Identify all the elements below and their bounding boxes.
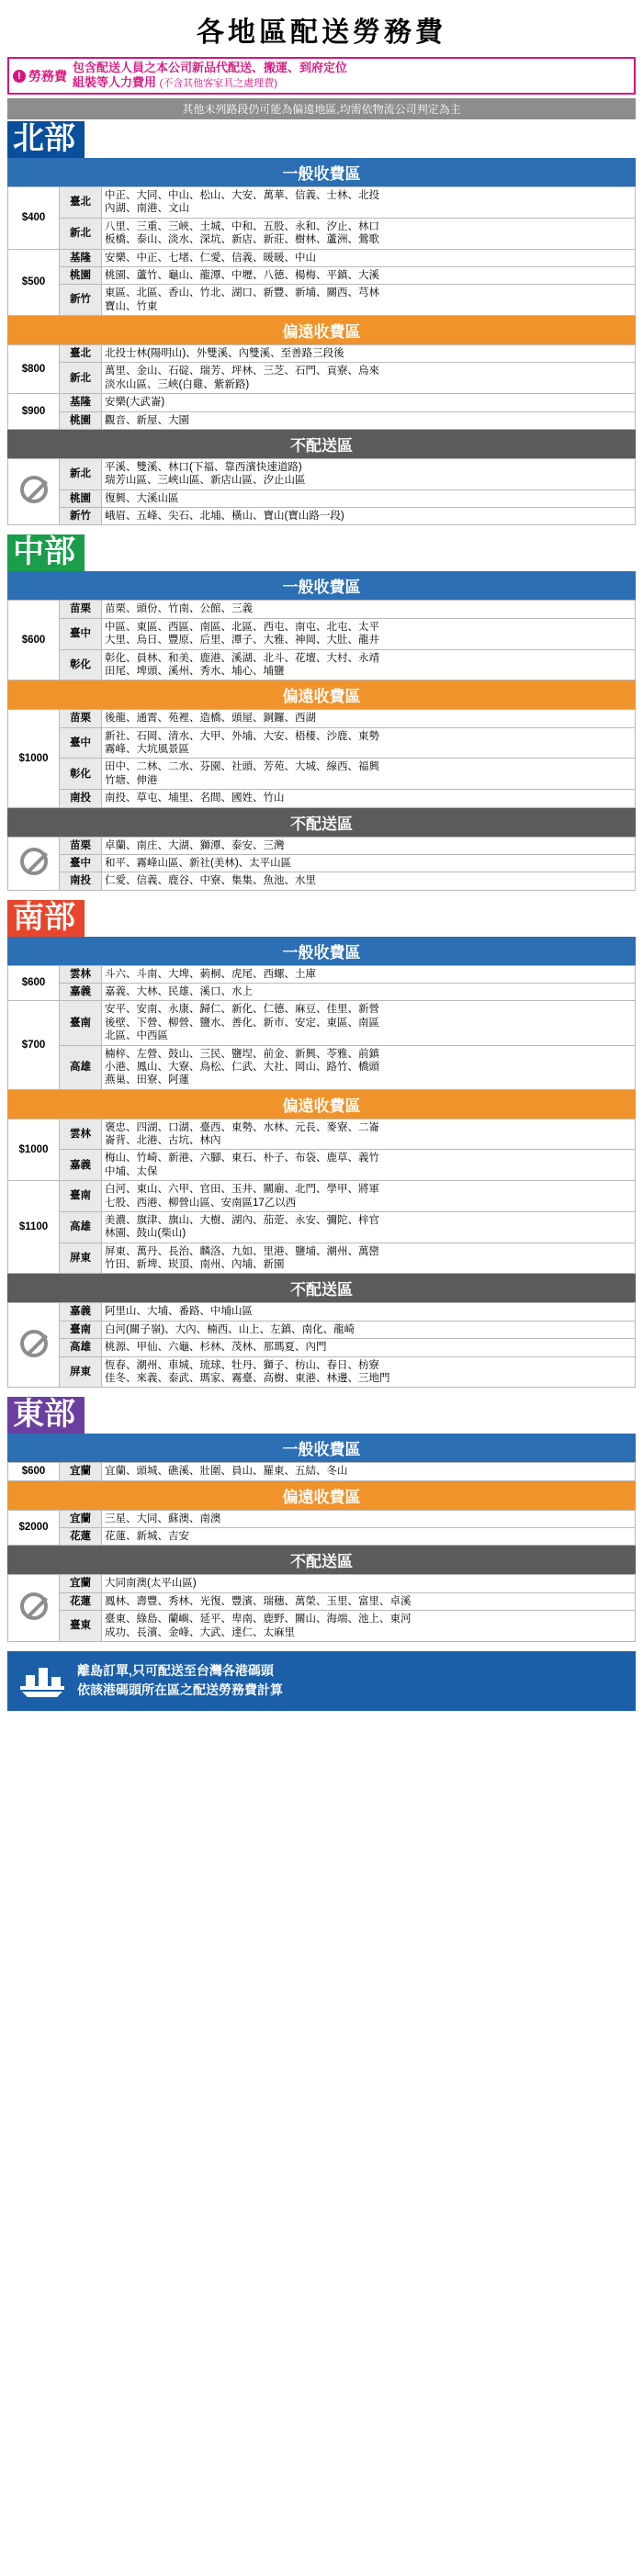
area-cell: 恆春、潮州、車城、琉球、牡丹、獅子、枋山、春日、枋寮 佳冬、來義、泰武、瑪家、霧臺、高樹、東港、林邊、三地門 [102, 1356, 636, 1388]
area-cell: 卓蘭、南庄、大湖、獅潭、泰安、三灣 [102, 837, 636, 854]
region-name: 北部 [7, 121, 85, 158]
city-cell: 臺中 [60, 854, 102, 872]
no-delivery-table [7, 1574, 636, 1642]
table-row [8, 489, 636, 507]
city-cell: 南投 [60, 872, 102, 890]
rate-table [7, 1510, 636, 1547]
no-delivery-table [7, 1302, 636, 1388]
table-row [8, 1181, 636, 1212]
area-cell: 和平、霧峰山區、新社(美林)、太平山區 [102, 854, 636, 872]
city-cell: 宜蘭 [60, 1575, 102, 1592]
exclamation-icon: ! [13, 70, 26, 83]
table-row [8, 394, 636, 411]
area-cell: 新社、石岡、清水、大甲、外埔、大安、梧棲、沙鹿、東勢 霧峰、大坑風景區 [102, 727, 636, 759]
table-row [8, 508, 636, 525]
price-cell: $400 [8, 187, 60, 250]
area-cell: 桃源、甲仙、六龜、杉林、茂林、那瑪夏、內門 [102, 1339, 636, 1356]
area-cell: 梅山、竹崎、新港、六腳、東石、朴子、布袋、鹿草、義竹 中埔、太保 [102, 1150, 636, 1181]
price-cell: $800 [8, 345, 60, 394]
city-cell: 臺中 [60, 727, 102, 759]
price-cell: $700 [8, 1001, 60, 1089]
no-delivery-icon [8, 837, 60, 890]
area-cell: 八里、三重、三峽、土城、中和、五股、永和、汐止、林口 板橋、泰山、淡水、深坑、新店、新莊、樹林、蘆洲、鶯歌 [102, 218, 636, 249]
price-cell: $2000 [8, 1510, 60, 1546]
city-cell: 嘉義 [60, 984, 102, 1001]
band-normal: 一般收費區 [7, 158, 636, 186]
city-cell: 南投 [60, 790, 102, 807]
region-2 [7, 534, 636, 890]
prohibited-icon [20, 476, 48, 503]
city-cell: 彰化 [60, 649, 102, 681]
rate-table [7, 965, 636, 1090]
rate-table [7, 709, 636, 807]
price-cell: $1100 [8, 1181, 60, 1274]
area-cell: 安平、安南、永康、歸仁、新化、仁德、麻豆、佳里、新營 後壁、下營、柳營、鹽水、善化、新市、安定、東區、南區 北區、中西區 [102, 1001, 636, 1045]
price-cell: $600 [8, 601, 60, 681]
table-row [8, 458, 636, 489]
area-cell: 屏東、萬丹、長治、麟洛、九如、里港、鹽埔、潮州、萬巒 竹田、新埤、崁頂、南州、內埔、新園 [102, 1243, 636, 1274]
region-header-wrap [7, 900, 636, 937]
city-cell: 基隆 [60, 249, 102, 266]
table-row [8, 1611, 636, 1642]
band-remote: 偏遠收費區 [7, 316, 636, 344]
area-cell: 復興、大溪山區 [102, 489, 636, 507]
region-header-wrap [7, 534, 636, 571]
table-row [8, 1045, 636, 1089]
table-row [8, 411, 636, 429]
footer-banner [7, 1651, 636, 1711]
labour-fee-notice [7, 57, 636, 95]
table-row [8, 266, 636, 284]
area-cell: 褒忠、四湖、口湖、臺西、東勢、水林、元長、麥寮、二崙 崙背、北港、古坑、林內 [102, 1119, 636, 1150]
no-delivery-icon [8, 458, 60, 525]
table-row [8, 1303, 636, 1321]
table-row [8, 1510, 636, 1527]
region-header-wrap [7, 1397, 636, 1434]
table-row [8, 727, 636, 759]
table-row [8, 759, 636, 790]
city-cell: 新北 [60, 218, 102, 249]
table-row [8, 1150, 636, 1181]
area-cell: 白河(關子嶺)、大內、楠西、山上、左鎮、南化、龍崎 [102, 1321, 636, 1338]
area-cell: 三星、大同、蘇澳、南澳 [102, 1510, 636, 1527]
table-row [8, 187, 636, 219]
rate-table [7, 344, 636, 430]
area-cell: 觀音、新屋、大園 [102, 411, 636, 429]
city-cell: 臺東 [60, 1611, 102, 1642]
city-cell: 新北 [60, 363, 102, 394]
city-cell: 嘉義 [60, 1150, 102, 1181]
table-row [8, 965, 636, 983]
table-row [8, 1592, 636, 1610]
region-name: 南部 [7, 900, 85, 937]
city-cell: 彰化 [60, 759, 102, 790]
region-name: 中部 [7, 534, 85, 571]
city-cell: 臺南 [60, 1181, 102, 1212]
table-row [8, 218, 636, 249]
region-3 [7, 900, 636, 1389]
area-cell: 白河、東山、六甲、官田、玉井、關廟、北門、學甲、將軍 七股、西港、柳營山區、安南區17乙以西 [102, 1181, 636, 1212]
city-cell: 臺北 [60, 345, 102, 363]
region-1 [7, 121, 636, 525]
area-cell: 美濃、旗津、旗山、大樹、湖內、茄萣、永安、彌陀、梓官 林園、鼓山(柴山) [102, 1211, 636, 1243]
city-cell: 臺北 [60, 187, 102, 219]
price-cell: $1000 [8, 710, 60, 807]
table-row [8, 710, 636, 727]
prohibited-icon [20, 1592, 48, 1620]
city-cell: 高雄 [60, 1045, 102, 1089]
city-cell: 花蓮 [60, 1592, 102, 1610]
area-cell: 大同南澳(太平山區) [102, 1575, 636, 1592]
table-row [8, 1356, 636, 1388]
band-none: 不配送區 [7, 1274, 636, 1302]
prohibited-icon [20, 1330, 48, 1357]
area-cell: 安樂、中正、七堵、仁愛、信義、暖暖、中山 [102, 249, 636, 266]
band-normal: 一般收費區 [7, 1434, 636, 1462]
area-cell: 阿里山、大埔、番路、中埔山區 [102, 1303, 636, 1321]
area-cell: 安樂(大武崙) [102, 394, 636, 411]
area-cell: 南投、草屯、埔里、名間、國姓、竹山 [102, 790, 636, 807]
area-cell: 中區、東區、西區、南區、北區、西屯、南屯、北屯、太平 大里、烏日、豐原、后里、潭子、大雅、神岡、大肚、龍井 [102, 618, 636, 649]
labour-fee-line1: 包含配送人員之本公司新品代配送、搬運、到府定位 [73, 61, 348, 74]
city-cell: 桃園 [60, 411, 102, 429]
no-delivery-table [7, 458, 636, 526]
city-cell: 苗栗 [60, 837, 102, 854]
area-cell: 北投士林(陽明山)、外雙溪、內雙溪、至善路三段後 [102, 345, 636, 363]
table-row [8, 363, 636, 394]
table-row [8, 345, 636, 363]
city-cell: 屏東 [60, 1243, 102, 1274]
rate-table [7, 186, 636, 316]
footer-line1: 離島訂單,只可配送至台灣各港碼頭 [77, 1663, 274, 1679]
grey-note: 其他未列路段仍可能為偏遠地區,均需依物流公司判定為主 [7, 98, 636, 119]
area-cell: 斗六、斗南、大埤、莿桐、虎尾、西螺、土庫 [102, 965, 636, 983]
area-cell: 楠梓、左營、鼓山、三民、鹽埕、前金、新興、苓雅、前鎮 小港、鳳山、大寮、鳥松、仁武、大社、岡山、路竹、橋頭 燕巢、田寮、阿蓮 [102, 1045, 636, 1089]
city-cell: 新竹 [60, 508, 102, 525]
city-cell: 桃園 [60, 266, 102, 284]
area-cell: 宜蘭、頭城、礁溪、壯圍、員山、羅東、五結、冬山 [102, 1463, 636, 1480]
price-cell: $1000 [8, 1119, 60, 1181]
area-cell: 臺東、綠島、蘭嶼、延平、卑南、鹿野、關山、海端、池上、東河 成功、長濱、金峰、大武、達仁、太麻里 [102, 1611, 636, 1642]
table-row [8, 1528, 636, 1546]
city-cell: 臺南 [60, 1001, 102, 1045]
footer-text [77, 1661, 283, 1700]
area-cell: 後龍、通霄、苑裡、造橋、頭屋、銅鑼、西湖 [102, 710, 636, 727]
city-cell: 苗栗 [60, 710, 102, 727]
price-cell: $900 [8, 394, 60, 430]
table-row [8, 1243, 636, 1274]
rate-table [7, 1119, 636, 1275]
table-row [8, 872, 636, 890]
area-cell: 桃園、蘆竹、龜山、龍潭、中壢、八德、楊梅、平鎮、大溪 [102, 266, 636, 284]
region-name: 東部 [7, 1397, 85, 1434]
area-cell: 萬里、金山、石碇、瑞芳、坪林、三芝、石門、貢寮、烏來 淡水山區、三峽(白雞、紫新路) [102, 363, 636, 394]
price-cell: $500 [8, 249, 60, 316]
band-remote: 偏遠收費區 [7, 1090, 636, 1119]
city-cell: 臺中 [60, 618, 102, 649]
table-row [8, 1001, 636, 1045]
table-row [8, 618, 636, 649]
price-cell: $600 [8, 1463, 60, 1480]
region-4 [7, 1397, 636, 1642]
city-cell: 屏東 [60, 1356, 102, 1388]
table-row [8, 790, 636, 807]
area-cell: 嘉義、大林、民雄、溪口、水上 [102, 984, 636, 1001]
city-cell: 新北 [60, 458, 102, 489]
region-header-wrap [7, 121, 636, 158]
labour-fee-line2-sub: (不含其他客家具之處理費) [159, 78, 277, 90]
table-row [8, 1463, 636, 1480]
table-row [8, 285, 636, 316]
area-cell: 峨眉、五峰、尖石、北埔、橫山、寶山(寶山路一段) [102, 508, 636, 525]
regions-container [6, 121, 637, 1642]
band-none: 不配送區 [7, 430, 636, 458]
band-none: 不配送區 [7, 1546, 636, 1574]
table-row [8, 601, 636, 618]
table-row [8, 854, 636, 872]
band-normal: 一般收費區 [7, 937, 636, 965]
table-row [8, 1339, 636, 1356]
city-cell: 嘉義 [60, 1303, 102, 1321]
city-cell: 基隆 [60, 394, 102, 411]
area-cell: 彰化、員林、和美、鹿港、溪湖、北斗、花壇、大村、永靖 田尾、埤頭、溪州、秀水、埔心、埔鹽 [102, 649, 636, 681]
page-title: 各地區配送勞務費 [197, 17, 446, 48]
table-row [8, 249, 636, 266]
area-cell: 花蓮、新城、吉安 [102, 1528, 636, 1546]
city-cell: 高雄 [60, 1211, 102, 1243]
city-cell: 宜蘭 [60, 1510, 102, 1527]
area-cell: 東區、北區、香山、竹北、湖口、新豐、新埔、關西、芎林 寶山、竹東 [102, 285, 636, 316]
city-cell: 苗栗 [60, 601, 102, 618]
table-row [8, 1321, 636, 1338]
band-none: 不配送區 [7, 808, 636, 837]
no-delivery-icon [8, 1303, 60, 1388]
price-cell: $600 [8, 965, 60, 1001]
city-cell: 高雄 [60, 1339, 102, 1356]
city-cell: 雲林 [60, 965, 102, 983]
table-row [8, 649, 636, 681]
no-delivery-icon [8, 1575, 60, 1642]
area-cell: 鳳林、壽豐、秀林、光復、豐濱、瑞穗、萬榮、玉里、富里、卓溪 [102, 1592, 636, 1610]
area-cell: 中正、大同、中山、松山、大安、萬華、信義、士林、北投 內湖、南港、文山 [102, 187, 636, 219]
footer-line2: 依該港碼頭所在區之配送勞務費計算 [77, 1682, 283, 1698]
no-delivery-table [7, 837, 636, 891]
area-cell: 仁愛、信義、鹿谷、中寮、集集、魚池、水里 [102, 872, 636, 890]
city-cell: 臺南 [60, 1321, 102, 1338]
city-cell: 雲林 [60, 1119, 102, 1150]
prohibited-icon [20, 848, 48, 875]
labour-fee-text [71, 59, 349, 93]
city-cell: 宜蘭 [60, 1463, 102, 1480]
band-remote: 偏遠收費區 [7, 1481, 636, 1510]
labour-fee-badge-label: 勞務費 [28, 68, 67, 84]
area-cell: 田中、二林、二水、芬園、社頭、芳苑、大城、線西、福興 竹塘、伸港 [102, 759, 636, 790]
table-row [8, 1575, 636, 1592]
city-cell: 花蓮 [60, 1528, 102, 1546]
band-remote: 偏遠收費區 [7, 681, 636, 709]
labour-fee-badge [9, 59, 71, 93]
table-row [8, 1211, 636, 1243]
city-cell: 桃園 [60, 489, 102, 507]
area-cell: 苗栗、頭份、竹南、公館、三義 [102, 601, 636, 618]
table-row [8, 837, 636, 854]
band-normal: 一般收費區 [7, 571, 636, 600]
port-icon [17, 1659, 68, 1704]
rate-table [7, 600, 636, 681]
rate-table [7, 1462, 636, 1480]
table-row [8, 984, 636, 1001]
area-cell: 平溪、雙溪、林口(下福、靠西濱快速道路) 瑞芳山區、三峽山區、新店山區、汐止山區 [102, 458, 636, 489]
table-row [8, 1119, 636, 1150]
labour-fee-line2: 組裝等人力費用 [73, 75, 157, 90]
city-cell: 新竹 [60, 285, 102, 316]
